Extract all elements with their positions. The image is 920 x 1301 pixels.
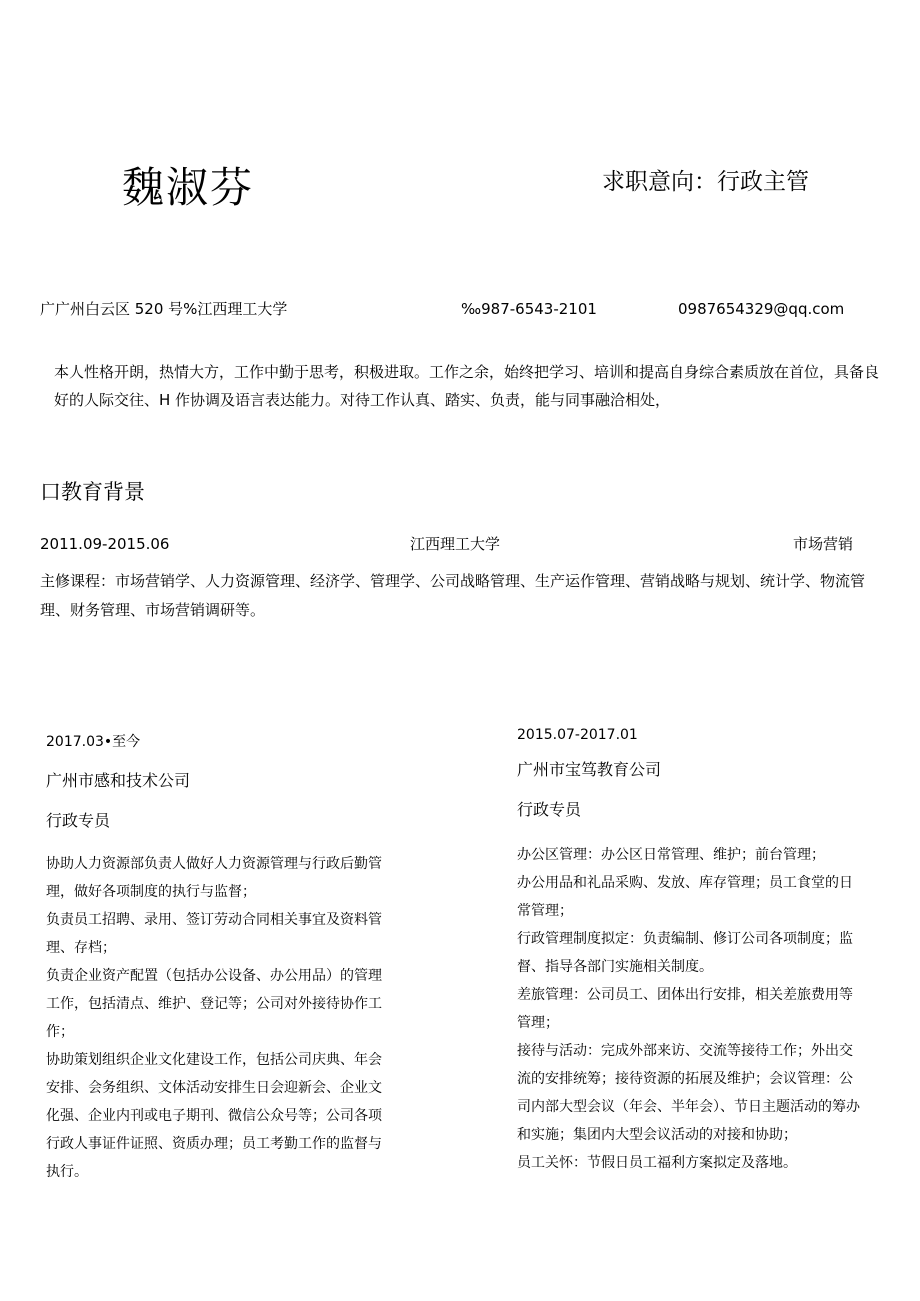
job-title: 行政专员: [46, 811, 111, 830]
job-period: 2015.07-2017.01: [517, 727, 638, 743]
job-duties: [46, 850, 390, 1186]
job-duty: 协助策划组织企业文化建设工作，包括公司庆典、年会安排、会务组织、文体活动安排生日会迎新会、企业文化强、企业内刊或电子期刊、微信公众号等；公司各项行政人事证件证照、资质办理；员工考勤工作的监督与执行。: [46, 1052, 382, 1180]
job-duty: 负责企业资产配置（包括办公设备、办公用品）的管理工作，包括清点、维护、登记等；公司对外接待协作工作；: [46, 968, 382, 1040]
job-duty: 负责员工招聘、录用、签订劳动合同相关事宜及资料管理、存档；: [46, 912, 382, 956]
job-entry: [46, 732, 390, 1186]
job-intent: 求职意向：行政主管: [602, 169, 809, 195]
job-company: 广州市宝笃教育公司: [517, 760, 662, 779]
job-entry: [517, 725, 861, 1177]
resume-name: 魏淑芬: [122, 163, 255, 212]
education-major: 市场营销: [793, 535, 854, 553]
job-duties: [517, 841, 861, 1177]
job-title: 行政专员: [517, 800, 582, 819]
job-duty: 办公区管理：办公区日常管理、维护；前台管理；: [517, 847, 825, 863]
job-duty: 接待与活动：完成外部来访、交流等接待工作；外出交流的安排统筹；接待资源的拓展及维护；会议管理：公司内部大型会议（年会、半年会）、节日主题活动的筹办和实施；集团内大型会议活动的对接和协助；: [517, 1043, 860, 1143]
education-courses: 主修课程：市场营销学、人力资源管理、经济学、管理学、公司战略管理、生产运作管理、营销战略与规划、统计学、物流管理、财务管理、市场营销调研等。: [40, 572, 866, 619]
job-duty: 行政管理制度拟定：负责编制、修订公司各项制度；监督、指导各部门实施相关制度。: [517, 931, 853, 975]
job-duty: 办公用品和礼品采购、发放、库存管理；员工食堂的日常管理；: [517, 875, 853, 919]
contact-address: 广广州白云区 520 号%江西理工大学: [40, 300, 288, 318]
contact-email: 0987654329@qq.com: [678, 300, 845, 318]
job-duty: 差旅管理：公司员工、团体出行安排，相关差旅费用等管理；: [517, 987, 853, 1031]
education-school: 江西理工大学: [410, 535, 501, 553]
job-duty: 员工关怀：节假日员工福利方案拟定及落地。: [517, 1155, 797, 1171]
job-company: 广州市感和技术公司: [46, 771, 191, 790]
job-period: 2017.03•至今: [46, 734, 141, 750]
contact-phone: ‰987-6543-2101: [461, 300, 597, 318]
self-summary: 本人性格开朗，热情大方，工作中勤于思考，积极进取。工作之余，始终把学习、培训和提高自身综合素质放在首位，具备良好的人际交往、H 作协调及语言表达能力。对待工作认真、踏实、负责，能与同事融洽相处，: [54, 363, 880, 409]
education-section-title: 口教育背景: [40, 480, 145, 504]
education-period: 2011.09-2015.06: [40, 535, 170, 553]
job-duty: 协助人力资源部负责人做好人力资源管理与行政后勤管理，做好各项制度的执行与监督；: [46, 856, 382, 900]
